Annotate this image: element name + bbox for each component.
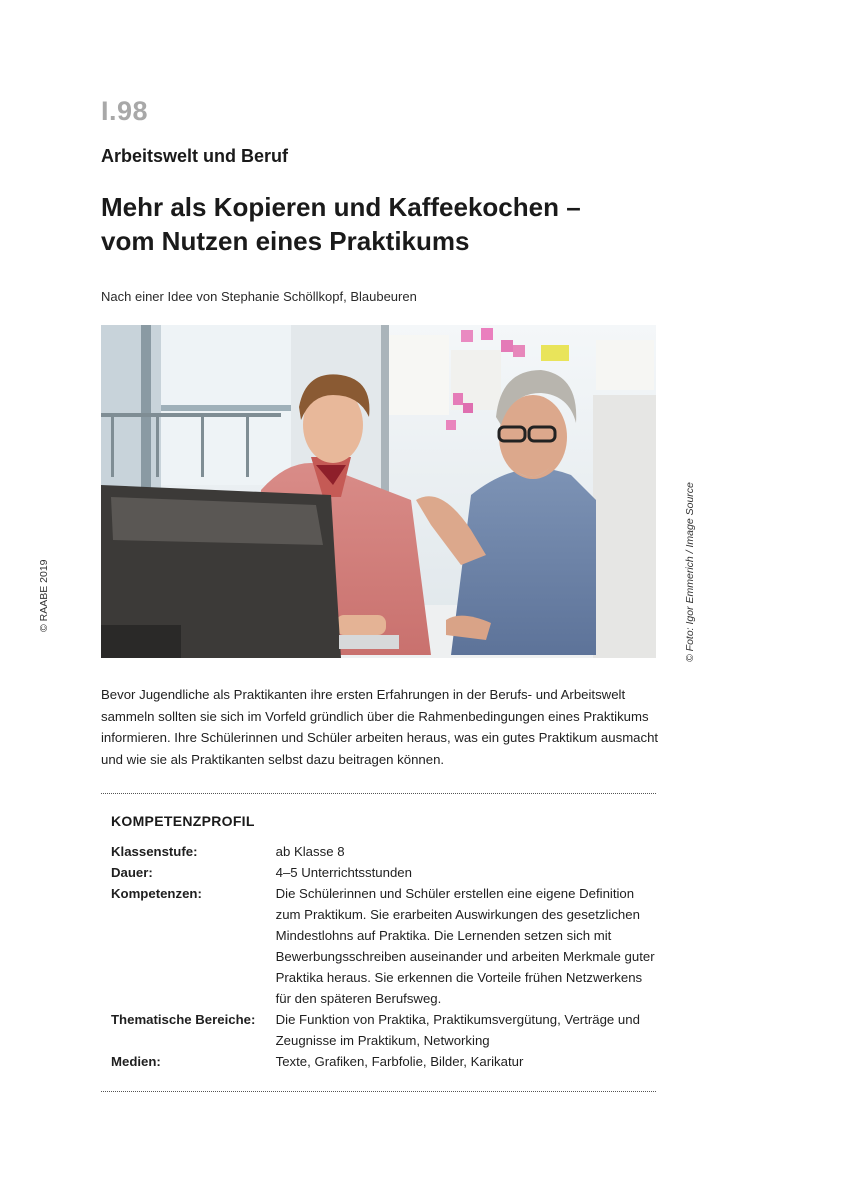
profile-label: Klassenstufe: — [111, 844, 198, 859]
profile-value: Die Funktion von Praktika, Praktikumsvergütung, Verträge und Zeugnisse im Praktikum, Networking — [275, 1012, 640, 1048]
profile-label: Kompetenzen: — [111, 886, 202, 901]
divider-top — [101, 793, 656, 794]
photo-illustration — [101, 325, 656, 658]
profile-value: ab Klasse 8 — [275, 844, 345, 859]
intro-paragraph: Bevor Jugendliche als Praktikanten ihre ersten Erfahrungen in der Berufs- und Arbeitswelt sammeln sollten sie sich im Vorfeld gründlich über die Rahmenbedingungen eines Praktikums informieren. Ihre Schülerinnen und Schüler arbeiten heraus, was ein gutes Praktikum ausmacht und wie sie als Praktikanten selbst dazu beitragen können. — [101, 687, 659, 767]
competence-profile-table — [111, 841, 656, 1072]
copyright-notice — [38, 560, 52, 632]
profile-label: Dauer: — [111, 865, 153, 880]
competence-profile-heading: KOMPETENZPROFIL — [111, 813, 255, 829]
profile-label: Medien: — [111, 1054, 161, 1069]
category-heading: Arbeitswelt und Beruf — [101, 146, 289, 166]
profile-row-grade — [111, 841, 656, 862]
photo-credit-text: © Foto: Igor Emmerich / Image Source — [684, 482, 696, 662]
profile-row-competences — [111, 883, 656, 1009]
profile-value: Texte, Grafiken, Farbfolie, Bilder, Karikatur — [275, 1054, 524, 1069]
title-line-2: vom Nutzen eines Praktikums — [101, 226, 470, 256]
unit-number: I.98 — [101, 96, 149, 126]
profile-label: Thematische Bereiche: — [111, 1012, 256, 1027]
page-title — [101, 190, 661, 258]
profile-row-duration — [111, 862, 656, 883]
copyright-text: © RAABE 2019 — [38, 559, 50, 632]
photo-credit — [670, 482, 696, 662]
profile-row-media — [111, 1051, 656, 1072]
cover-photo — [101, 325, 656, 658]
profile-value: 4–5 Unterrichtsstunden — [275, 865, 412, 880]
byline: Nach einer Idee von Stephanie Schöllkopf, Blaubeuren — [101, 289, 417, 304]
profile-value: Die Schülerinnen und Schüler erstellen eine eigene Definition zum Praktikum. Sie erarbeiten Auswirkungen des gesetzlichen Mindestlohns auf Praktika. Die Lernenden setzen sich mit Bewerbungsschreiben auseinander und arbeiten Merkmale guter Praktika heraus. Sie erkennen die Vorteile frühen Netzwerkens für den späteren Berufsweg. — [275, 886, 655, 1006]
title-line-1: Mehr als Kopieren und Kaffeekochen – — [101, 192, 581, 222]
divider-bottom — [101, 1091, 656, 1092]
profile-row-topics — [111, 1009, 656, 1051]
